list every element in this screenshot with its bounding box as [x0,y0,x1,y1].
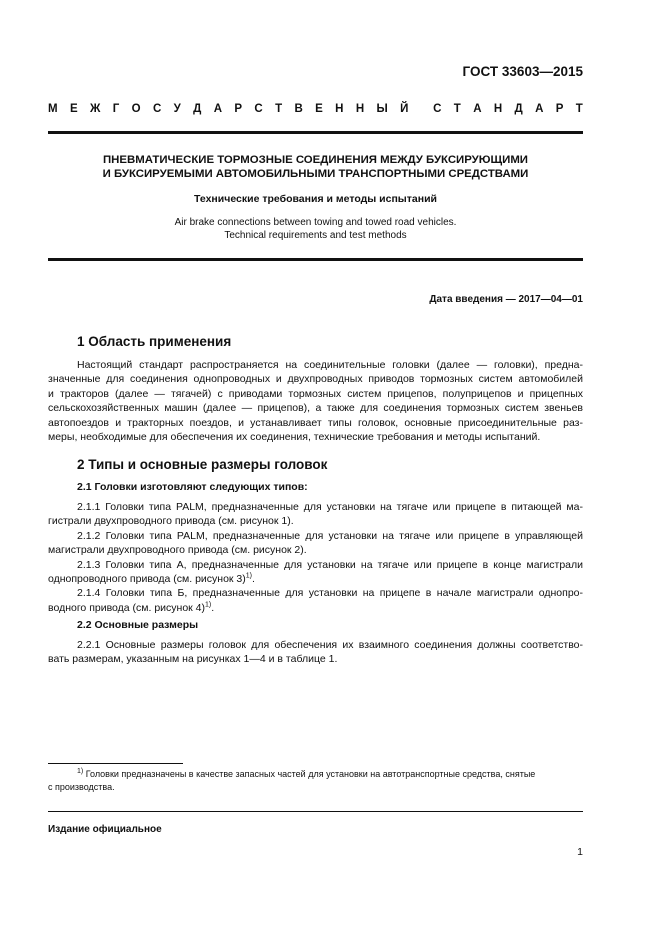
footnote-reference: 1) [205,601,212,609]
banner-letter: М [48,103,58,115]
banner-letter: Н [493,103,503,115]
section-2-heading: 2 Типы и основные размеры головок [77,457,328,472]
banner-letter: Е [69,103,78,115]
title-bottom-rule [48,258,583,261]
clause-2-1-4-line: водного привода (см. рисунок 4)$^{1)}$. [48,601,215,614]
banner-letter: А [213,103,223,115]
clause-2-1-1-line: 2.1.1 Головки типа PALM, предназначенные для установки на тягаче или прицепе в питающей ма- [77,501,583,513]
document-title [48,153,583,181]
banner-letter: Д [514,103,523,115]
banner-letter: Р [555,103,564,115]
clause-2-2-heading: 2.2 Основные размеры [77,619,199,631]
clause-2-1-2-line: магистрали двухпроводного привода (см. рисунок 2). [48,544,307,557]
banner-letter: Й [400,103,409,115]
clause-2-1-3-text: однопроводного привода (см. рисунок 3) [48,573,246,586]
clause-2-1-4-text: водного привода (см. рисунок 4) [48,601,206,614]
banner-letter: С [152,103,162,115]
clause-2-1-items [48,500,583,615]
banner-letter: Е [315,103,323,115]
footnote-reference: 1) [245,572,252,580]
clause-2-1-3-line: 2.1.3 Головки типа А, предназначенные для установки на тягаче или прицепе в конце магистрали [77,558,583,571]
top-rule [48,131,583,134]
footnote-mark: 1) [77,768,84,775]
clause-2-2-1-line: 2.2.1 Основные размеры головок для обеспечения их взаимного соединения должны соответство- [77,639,583,651]
banner-letter: Н [355,103,365,115]
banner-letter: С [433,103,442,115]
banner-letter: Д [193,103,202,115]
banner-letter: Т [575,103,583,115]
banner-letter: Г [112,103,120,115]
standard-type-banner [48,103,583,115]
clause-2-1-3-line: однопроводного привода (см. рисунок 3)$^{1)}$. [48,572,255,586]
banner-letter: Ж [89,103,101,115]
banner-letter: О [131,103,141,115]
section-1-line: автопоездов и тракторных поездов, и устанавливает типы головок, основные присоединительные раз- [48,416,583,429]
banner-letter: Р [234,103,243,115]
banner-letter: В [294,103,303,115]
clause-2-1-1-line: гистрали двухпроводного привода (см. рисунок 1). [48,515,294,528]
official-edition-label: Издание официальное [48,824,162,835]
section-1-line: меры, необходимые для обеспечения их соединения, технические требования и методы испытаний. [48,431,541,444]
title-line-2: И БУКСИРУЕМЫМИ АВТОМОБИЛЬНЫМИ ТРАНСПОРТНЫМИ СРЕДСТВАМИ [102,168,529,180]
footer-rule [48,811,583,812]
section-1-line: значенные для соединения однопроводных и двухпроводных приводов тормозных систем автомобилей [48,373,583,386]
banner-letter: А [473,103,482,115]
title-line-1: ПНЕВМАТИЧЕСКИЕ ТОРМОЗНЫЕ СОЕДИНЕНИЯ МЕЖДУ БУКСИРУЮЩИМИ [103,154,528,166]
english-title [48,216,583,242]
banner-letter: Ы [376,103,388,115]
clause-2-1-4-line: 2.1.4 Головки типа Б, предназначенные для установки на прицепе в начале магистрали однопро- [77,587,583,600]
footnote-text: Головки предназначены в качестве запасных частей для установки на автотранспортные средства, снятые [85,769,536,779]
clause-2-2-1-line: вать размерам, указанным на рисунках 1—4 и в таблице 1. [48,653,338,666]
document-subtitle: Технические требования и методы испытаний [194,193,437,205]
clause-2-1-2-line: 2.1.2 Головки типа PALM, предназначенные для установки на тягаче или прицепе в управляющей [77,529,583,542]
page-number: 1 [577,846,583,858]
footnote-line-2: с производства. [48,782,115,792]
english-title-line-1: Air brake connections between towing and towed road vehicles. [174,217,457,228]
introduction-date: Дата введения — 2017—04—01 [429,294,583,305]
section-1-line: Настоящий стандарт распространяется на соединительные головки (далее — головки), предна- [77,359,583,371]
standard-code: ГОСТ 33603—2015 [462,64,583,79]
english-title-line-2: Technical requirements and test methods [224,230,407,241]
clause-2-2-1 [48,638,583,667]
banner-letter: А [535,103,544,115]
banner-letter: С [254,103,263,115]
footnote [48,768,583,794]
banner-letter: Т [275,103,283,115]
section-1-line: сельскохозяйственных машин (далее — прицепов), а также для соединения тормозных систем звеньев [48,402,583,415]
banner-letter: Т [453,103,461,115]
section-1-heading: 1 Область применения [77,334,232,349]
section-1-line: и тракторов (далее — тягачей) с приводами тормозных систем прицепов, полуприцепов и прицепных [48,387,583,400]
clause-2-1-heading: 2.1 Головки изготовляют следующих типов: [77,481,308,493]
banner-letter: Н [335,103,344,115]
banner-letter: У [173,103,181,115]
footnote-rule [48,763,183,764]
section-1-body [48,358,583,444]
footnote-line-1 [48,768,583,781]
